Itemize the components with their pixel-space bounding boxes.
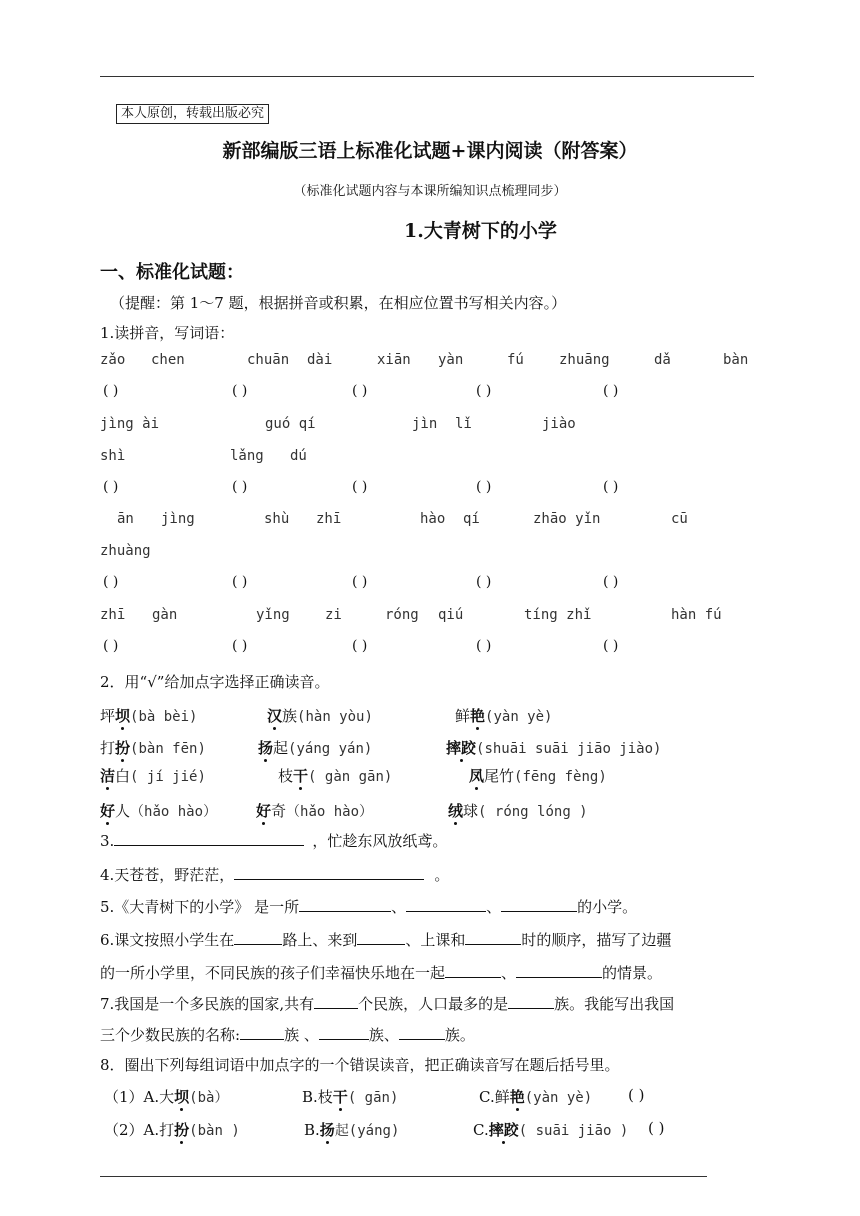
section-tip: （提醒：第 1～7 题，根据拼音或积累，在相应位置书写相关内容。）: [110, 294, 567, 312]
q2-item: 摔跤(shuāi suāi jiāo jiào): [446, 739, 662, 757]
fill-blank[interactable]: [234, 865, 424, 880]
pinyin: yǐng: [256, 607, 290, 623]
pinyin: hào: [420, 511, 446, 527]
fill-blank[interactable]: [508, 994, 554, 1009]
q1-stem: 1.读拼音，写词语：: [100, 324, 235, 342]
pinyin: bàn: [723, 352, 749, 368]
pinyin: lǎng: [230, 448, 264, 464]
pinyin: dài: [307, 352, 333, 368]
pinyin: xiān: [377, 352, 411, 368]
answer-box[interactable]: ( ): [103, 574, 119, 590]
pinyin: fú: [507, 352, 524, 368]
q8-row-1-c: C.鲜艳(yàn yè): [479, 1088, 593, 1106]
q2-item: 枝干( gàn gān): [278, 767, 393, 785]
answer-box[interactable]: ( ): [232, 574, 248, 590]
fill-blank[interactable]: [240, 1025, 284, 1040]
q8-row-2-a: （2）A.打扮(bàn ): [104, 1121, 240, 1139]
q2-item: 好奇（hǎo hào）: [256, 802, 374, 820]
q7-line-2: 三个少数民族的名称: 族 、 族、 族。: [100, 1026, 475, 1044]
answer-box[interactable]: ( ): [603, 638, 619, 654]
footer-rule: [100, 1176, 707, 1177]
pinyin: chuān: [247, 352, 290, 368]
pinyin: qiú: [438, 607, 464, 623]
q5-line: 5.《大青树下的小学》 是一所 、 、 的小学。: [100, 898, 638, 916]
pinyin: róng: [385, 607, 419, 623]
answer-box[interactable]: ( ): [352, 638, 368, 654]
answer-box[interactable]: ( ): [603, 574, 619, 590]
answer-box[interactable]: ( ): [352, 383, 368, 399]
q2-item: 打扮(bàn fēn): [100, 739, 206, 757]
answer-box[interactable]: ( ): [352, 479, 368, 495]
document-title: 新部编版三语上标准化试题+课内阅读（附答案）: [222, 140, 638, 162]
answer-box[interactable]: ( ): [232, 383, 248, 399]
pinyin: zhī: [316, 511, 342, 527]
pinyin: jìn: [412, 416, 438, 432]
q8-row-2-c: C.摔跤( suāi jiāo ): [473, 1121, 629, 1139]
answer-box[interactable]: ( ): [103, 479, 119, 495]
fill-blank[interactable]: [314, 994, 358, 1009]
fill-blank[interactable]: [234, 930, 282, 945]
pinyin: guó qí: [265, 416, 316, 432]
header-rule: [100, 76, 754, 77]
q2-item: 扬起(yáng yán): [258, 739, 373, 757]
pinyin: yàn: [438, 352, 464, 368]
document-subtitle: （标准化试题内容与本课所编知识点梳理同步）: [293, 184, 567, 199]
pinyin: dú: [290, 448, 307, 464]
q3-line: 3. ，忙趁东风放纸鸢。: [100, 832, 448, 850]
q2-item: 汉族(hàn yòu): [267, 707, 373, 725]
answer-box[interactable]: ( ): [476, 574, 492, 590]
pinyin: zi: [325, 607, 342, 623]
q4-line: 4.天苍苍，野茫茫， 。: [100, 866, 450, 884]
q2-item: 绒球( róng lóng ): [448, 802, 588, 820]
answer-box[interactable]: ( ): [103, 383, 119, 399]
answer-box[interactable]: ( ): [603, 383, 619, 399]
answer-box[interactable]: ( ): [352, 574, 368, 590]
pinyin: chen: [151, 352, 185, 368]
lesson-title: 1.大青树下的小学: [404, 220, 557, 242]
answer-box[interactable]: ( ): [232, 638, 248, 654]
fill-blank[interactable]: [406, 897, 486, 912]
pinyin: zǎo: [100, 352, 126, 368]
fill-blank[interactable]: [319, 1025, 369, 1040]
pinyin: dǎ: [654, 352, 671, 368]
q8-row-1-b: B.枝干( gān): [302, 1088, 399, 1106]
pinyin: cū: [671, 511, 688, 527]
q2-item: 坪坝(bà bèi): [100, 707, 198, 725]
pinyin: zhuàng: [100, 543, 151, 559]
section-heading: 一、标准化试题：: [100, 262, 244, 283]
pinyin: jìng ài: [100, 416, 160, 432]
pinyin: shù: [264, 511, 290, 527]
pinyin: zhāo yǐn: [533, 511, 601, 527]
pinyin: ān: [117, 511, 134, 527]
q2-item: 凤尾竹(fēng fèng): [469, 767, 607, 785]
copyright-stamp: 本人原创，转载出版必究: [116, 104, 269, 124]
answer-box[interactable]: ( ): [476, 383, 492, 399]
fill-blank[interactable]: [465, 930, 521, 945]
pinyin: shì: [100, 448, 126, 464]
pinyin: hàn fú: [671, 607, 722, 623]
fill-blank[interactable]: [299, 897, 391, 912]
q8-answer-1[interactable]: ( ): [628, 1086, 645, 1104]
pinyin: jìng: [161, 511, 195, 527]
q7-line-1: 7.我国是一个多民族的国家,共有 个民族，人口最多的是 族。我能写出我国: [100, 995, 675, 1013]
fill-blank[interactable]: [445, 963, 501, 978]
pinyin: zhuāng: [559, 352, 610, 368]
answer-box[interactable]: ( ): [232, 479, 248, 495]
fill-blank[interactable]: [516, 963, 602, 978]
q8-row-1-a: （1）A.大坝(bà）: [104, 1088, 229, 1106]
q2-item: 鲜艳(yàn yè): [455, 707, 553, 725]
pinyin: lǐ: [455, 416, 472, 432]
pinyin: qí: [463, 511, 480, 527]
q8-stem: 8．圈出下列每组词语中加点字的一个错误读音，把正确读音写在题后括号里。: [100, 1056, 620, 1074]
pinyin: zhī: [100, 607, 126, 623]
pinyin: gàn: [152, 607, 178, 623]
fill-blank[interactable]: [501, 897, 577, 912]
q6-line-1: 6.课文按照小学生在 路上、来到 、上课和 时的顺序，描写了边疆: [100, 931, 672, 949]
fill-blank[interactable]: [399, 1025, 445, 1040]
answer-box[interactable]: ( ): [476, 638, 492, 654]
pinyin: tíng zhǐ: [524, 607, 592, 623]
q2-stem: 2．用“√”给加点字选择正确读音。: [100, 673, 330, 691]
q8-answer-2[interactable]: ( ): [648, 1119, 665, 1137]
q2-item: 洁白( jí jié): [100, 767, 206, 785]
answer-box[interactable]: ( ): [476, 479, 492, 495]
q2-item: 好人（hǎo hào）: [100, 802, 218, 820]
pinyin: jiào: [542, 416, 576, 432]
q8-row-2-b: B.扬起(yáng): [304, 1121, 400, 1139]
answer-box[interactable]: ( ): [103, 638, 119, 654]
answer-box[interactable]: ( ): [603, 479, 619, 495]
fill-blank[interactable]: [357, 930, 405, 945]
fill-blank[interactable]: [114, 831, 304, 846]
q6-line-2: 的一所小学里，不同民族的孩子们幸福快乐地在一起 、 的情景。: [100, 964, 663, 982]
